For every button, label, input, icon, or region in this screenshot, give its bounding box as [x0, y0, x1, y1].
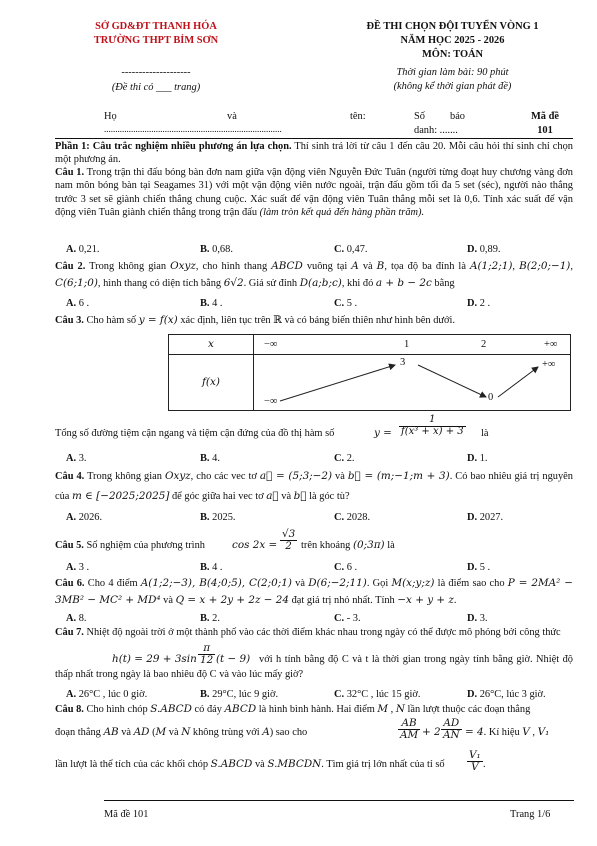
footer-rule: [104, 800, 574, 801]
question-4: Câu 4. Trong không gian Oxyz, cho các vec tơ a⃗ = (5;3;−2) và b⃗ = (m;−1;m + 3). Có bao nhiêu giá trị nguyên của m ∈ [−2025;2025] để góc giữa hai vec tơ a⃗ và b⃗ là góc tù?: [55, 470, 573, 502]
q2-option-d[interactable]: D. 2 .: [467, 298, 491, 309]
school-year: NĂM HỌC 2025 - 2026: [400, 35, 505, 46]
q7-option-d[interactable]: D. 26°C, lúc 3 giờ.: [467, 689, 546, 700]
time-note: (không kể thời gian phát đề): [393, 81, 512, 92]
part1-intro: Phần 1: Câu trắc nghiệm nhiều phương án lựa chọn. Thí sinh trả lời từ câu 1 đến câu 20. Mỗi câu hỏi thí sinh chỉ chọn một phương án.: [55, 141, 573, 166]
school-name: TRƯỜNG THPT BỈM SƠN: [93, 35, 219, 46]
question-3: Câu 3. Cho hàm số y = f(x) xác định, liên tục trên ℝ và có bảng biến thiên như hình bên dưới.: [55, 314, 456, 326]
q3-option-d[interactable]: D. 1.: [467, 453, 488, 464]
q2-options: [66, 297, 576, 311]
q6-option-b[interactable]: B. 2.: [200, 613, 220, 624]
question-8: Câu 8. Cho hình chóp S.ABCD có đáy ABCD là hình bình hành. Hai điểm M , N lần lượt thuộc các đoạn thẳng đoạn thẳng AB và AD (M và N không trùng với A) sao cho $\frac{AB}{AM}$ + 2 $\frac{AD}{AN}$ = 4. Kí hiệu V , V₁ lần lượt là thể tích của các khối chóp S.ABCD và S.MBCDN. Tìm giá trị lớn nhất của tỉ số $\frac{\text{V₁}}{V}$ .: [55, 703, 550, 773]
question-5: Câu 5. Số nghiệm của phương trình cos 2x = $\frac{√3}{2}$ trên khoảng (0;3π) là: [55, 528, 395, 552]
exam-time: Thời gian làm bài: 90 phút: [396, 67, 509, 78]
label-va: và: [227, 111, 237, 122]
q5-option-b[interactable]: B. 4 .: [200, 562, 223, 573]
q3-option-c[interactable]: C. 2.: [334, 453, 355, 464]
x-val-1: 1: [404, 339, 410, 350]
label-so: Số: [414, 111, 425, 122]
x-val-2: 2: [481, 339, 487, 350]
f-val-pos-inf: +∞: [542, 359, 556, 370]
label-danh: danh: .......: [414, 125, 458, 136]
arrow-up-2: [498, 367, 538, 397]
q1-option-c[interactable]: C. 0,47.: [334, 244, 368, 255]
question-2: Câu 2. Trong không gian Oxyz, cho hình thang ABCD vuông tại A và B, tọa độ ba đỉnh là A(1;2;1), B(2;0;−1), C(6;1;0), hình thang có diện tích bằng 6√2. Giả sử đỉnh D(a;b;c), khi đó a + b − 2c bằng: [55, 260, 573, 290]
q1-option-a[interactable]: A. 0,21.: [66, 244, 100, 255]
q4-option-b[interactable]: B. 2025.: [200, 512, 236, 523]
q2-option-a[interactable]: A. 6 .: [66, 298, 90, 309]
q2-option-b[interactable]: B. 4 .: [200, 298, 223, 309]
footer-exam-code: Mã đề 101: [104, 809, 149, 820]
name-dots: ...............................................................................: [104, 124, 282, 134]
label-ten: tên:: [350, 111, 366, 122]
q1-options: [66, 243, 576, 257]
question-7: Câu 7. Nhiệt độ ngoài trời ở một thành phố vào các thời điểm khác nhau trong ngày có thể được mô phỏng bởi công thức h(t) = 29 + 3sin $\frac{\pi}{12}$ (t − 9) với h tính bằng độ C và t là thời gian trong ngày tính bằng giờ. Nhiệt độ thấp nhất trong ngày là bao nhiêu độ C và vào lúc mấy giờ?: [55, 627, 573, 680]
q3-option-b[interactable]: B. 4.: [200, 453, 220, 464]
q3-option-a[interactable]: A. 3.: [66, 453, 87, 464]
q7-options: [66, 688, 576, 702]
q5-options: [66, 561, 576, 575]
q5-option-c[interactable]: C. 6 .: [334, 562, 358, 573]
header-rule: [55, 138, 573, 139]
q6-options: [66, 612, 576, 626]
q4-option-c[interactable]: C. 2028.: [334, 512, 371, 523]
q1-option-d[interactable]: D. 0,89.: [467, 244, 501, 255]
q7-option-c[interactable]: C. 32°C , lúc 15 giờ.: [334, 689, 421, 700]
q2-option-c[interactable]: C. 5 .: [334, 298, 358, 309]
label-bao: báo: [450, 111, 466, 122]
question-1: Câu 1. Trong trận thi đấu bóng bàn đơn nam giữa vận động viên Nguyễn Đức Tuân (người từng đoạt huy chương vàng đơn nam môn bóng bàn tại Seagames 31) với một vận động viên nước ngoài, trận đấu gồm tối đa 5 set (séc), người nào thắng trước 3 set sẽ giành chiến thắng chung cuộc. Xác suất để vận động viên Tuân thắng mỗi set là 0,6. Tính xác suất để vận động viên Tuân giành chiến thắng trong trận đấu (làm tròn kết quả đến hàng phần trăm).: [55, 167, 573, 218]
header-dashes: --------------------: [121, 67, 191, 78]
f-val-neg-inf: −∞: [264, 396, 278, 407]
exam-title: ĐỀ THI CHỌN ĐỘI TUYỂN VÒNG 1: [366, 21, 539, 32]
q6-option-d[interactable]: D. 3.: [467, 613, 488, 624]
subject: MÔN: TOÁN: [421, 49, 484, 60]
f-val-3: 3: [400, 357, 406, 368]
table-f-label: f(x): [169, 355, 254, 411]
table-x-label: x: [169, 335, 254, 355]
q5-option-d[interactable]: D. 5 .: [467, 562, 491, 573]
variation-arrows: [254, 355, 572, 411]
q5-option-a[interactable]: A. 3 .: [66, 562, 90, 573]
footer-page-number: Trang 1/6: [510, 809, 551, 820]
q7-option-b[interactable]: B. 29°C, lúc 9 giờ.: [200, 689, 279, 700]
pages-note: (Đề thi có ___ trang): [111, 82, 201, 93]
question-6: Câu 6. Cho 4 điểm A(1;2;−3), B(4;0;5), C(2;0;1) và D(6;−2;11). Gọi M(x;y;z) là điểm sao cho P = 2MA² − 3MB² − MC² + MD⁴ và Q = x + 2y + 2z − 24 đạt giá trị nhỏ nhất. Tính −x + y + z.: [55, 577, 573, 607]
q6-option-c[interactable]: C. - 3.: [334, 613, 361, 624]
q1-option-b[interactable]: B. 0,68.: [200, 244, 233, 255]
q4-option-a[interactable]: A. 2026.: [66, 512, 103, 523]
table-x-row: [254, 335, 571, 355]
q4-option-d[interactable]: D. 2027.: [467, 512, 504, 523]
table-f-row: [254, 355, 571, 411]
label-ho: Họ: [104, 111, 117, 122]
exam-code-value: 101: [537, 125, 553, 136]
question-3-ask: Tổng số đường tiệm cận ngang và tiệm cận đứng của đồ thị hàm số y = $\frac{1}{\text{f(x³ + x) + 3}}$ là: [55, 414, 489, 439]
q6-option-a[interactable]: A. 8.: [66, 613, 87, 624]
q4-options: [66, 511, 576, 525]
x-val-neg-inf: −∞: [264, 339, 278, 350]
department-name: SỞ GD&ĐT THANH HÓA: [95, 21, 217, 32]
x-val-pos-inf: +∞: [544, 339, 558, 350]
exam-code-label: Mã đề: [531, 111, 559, 122]
arrow-up-1: [280, 365, 395, 401]
f-val-0: 0: [488, 392, 494, 403]
q7-option-a[interactable]: A. 26°C , lúc 0 giờ.: [66, 689, 148, 700]
part1-title: Phần 1: Câu trắc nghiệm nhiều phương án lựa chọn.: [55, 141, 292, 152]
variation-table: [168, 334, 571, 411]
arrow-down: [418, 365, 486, 397]
q3-options: [66, 452, 576, 466]
